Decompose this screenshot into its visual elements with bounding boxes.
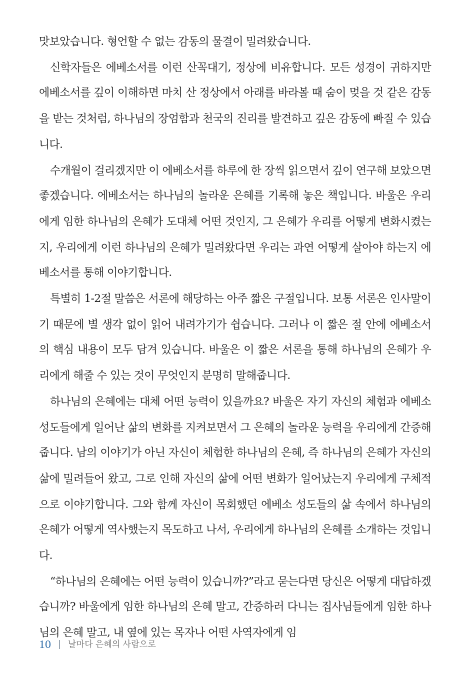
- footer-divider: [59, 640, 60, 649]
- paragraph: 수개월이 걸리겠지만 이 에베소서를 하루에 한 장씩 읽으면서 깊이 연구해 보았으면 좋겠습니다. 에베소서는 하나님의 놀라운 은혜를 기록해 놓은 책입니다. 바울은 우리에게 임한 하나님의 은혜가 도대체 어떤 것인지, 그 은혜가 우리를 어떻게 변화시켰는지, 우리에게 이런 하나님의 은혜가 밀려왔다면 우리는 과연 어떻게 살아야 하는지 에베소서를 통해 이야기합니다.: [39, 163, 431, 280]
- paragraph: 하나님의 은혜에는 대체 어떤 능력이 있을까요? 바울은 자기 자신의 체험과 에베소 성도들에게 일어난 삶의 변화를 지켜보면서 그 은혜의 놀라운 능력을 우리에게 간증해줍니다. 남의 이야기가 아닌 자신이 체험한 하나님의 은혜, 즉 하나님의 은혜가 자신의 삶에 밀려들어 왔고, 그로 인해 자신의 삶에 어떤 변화가 일어났는지 우리에게 구체적으로 이야기합니다. 그와 함께 자신이 목회했던 에베소 성도들의 삶 속에서 하나님의 은혜가 어떻게 역사했는지 목도하고 나서, 우리에게 하나님의 은혜를 소개하는 것입니다.: [39, 394, 431, 563]
- page-number: 10: [39, 636, 51, 651]
- paragraph: 신학자들은 에베소서를 이런 산꼭대기, 정상에 비유합니다. 모든 성경이 귀하지만 에베소서를 깊이 이해하면 마치 산 정상에서 아래를 바라볼 때 숨이 멎을 것 같은 감동을 받는 것처럼, 하나님의 장엄함과 천국의 진리를 발견하고 깊은 감동에 빠질 수 있습니다.: [39, 60, 431, 151]
- paragraph: 특별히 1-2절 말씀은 서론에 해당하는 아주 짧은 구절입니다. 보통 서론은 인사말이기 때문에 별 생각 없이 읽어 내려가기가 쉽습니다. 그러나 이 짧은 절 안에 에베소서의 핵심 내용이 모두 담겨 있습니다. 바울은 이 짧은 서론을 통해 하나님의 은혜가 우리에게 해줄 수 있는 것이 무엇인지 분명히 말해줍니다.: [39, 292, 431, 383]
- page-footer: [39, 636, 156, 652]
- body-text: [39, 29, 431, 646]
- paragraph: 맛보았습니다. 형언할 수 없는 감동의 물결이 밀려왔습니다.: [39, 35, 311, 48]
- running-title: 날마다 은혜의 사람으로: [68, 639, 157, 649]
- paragraph: “하나님의 은혜에는 어떤 능력이 있습니까?”라고 묻는다면 당신은 어떻게 대답하겠습니까? 바울에게 임한 하나님의 은혜 말고, 간증하러 다니는 집사님들에게 임한 하나님의 은혜 말고, 내 옆에 있는 목자나 어떤 사역자에게 임: [39, 574, 431, 640]
